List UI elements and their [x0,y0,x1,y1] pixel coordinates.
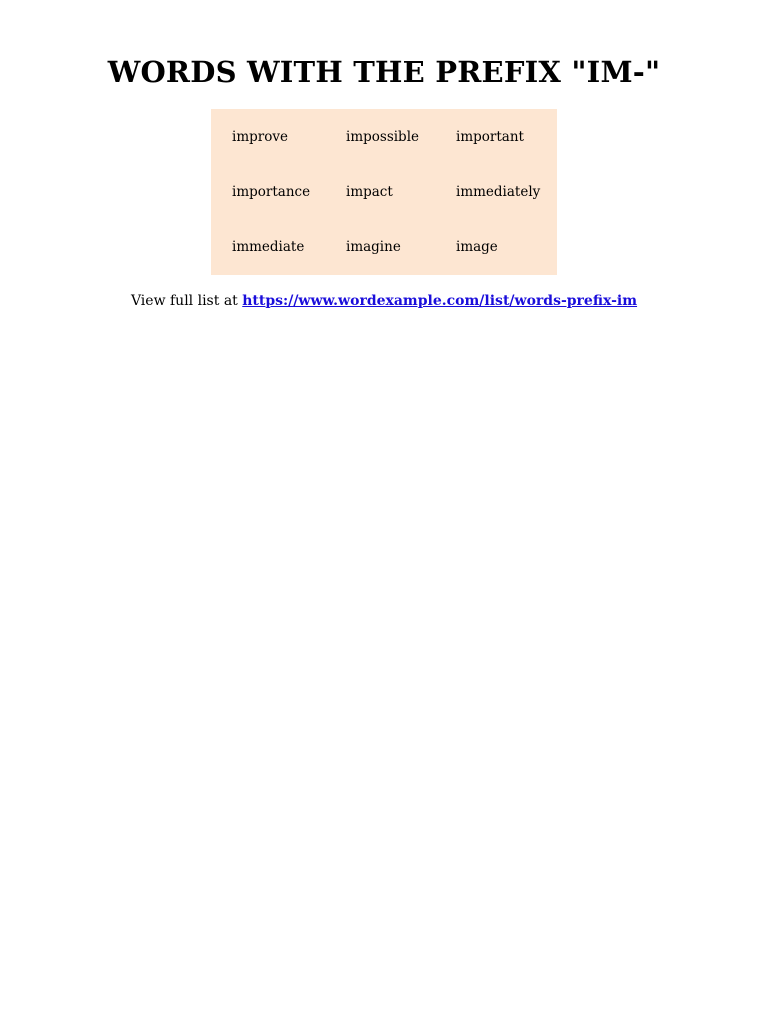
word-grid [232,127,566,292]
word-item: imagine [346,239,401,255]
full-list-link[interactable]: https://www.wordexample.com/list/words-prefix-im [242,293,638,309]
word-list-box [211,109,557,275]
full-list-prefix-text: View full list at [130,293,243,309]
word-item: impossible [346,129,420,145]
word-item: impact [346,184,393,200]
word-item: immediate [232,239,305,255]
page-title: WORDS WITH THE PREFIX "IM-" [107,55,661,89]
word-item: importance [232,184,311,200]
word-item: image [456,239,498,255]
word-item: immediately [456,184,541,200]
word-item: improve [232,129,288,145]
full-list-line [0,291,768,311]
word-item: important [456,129,524,145]
